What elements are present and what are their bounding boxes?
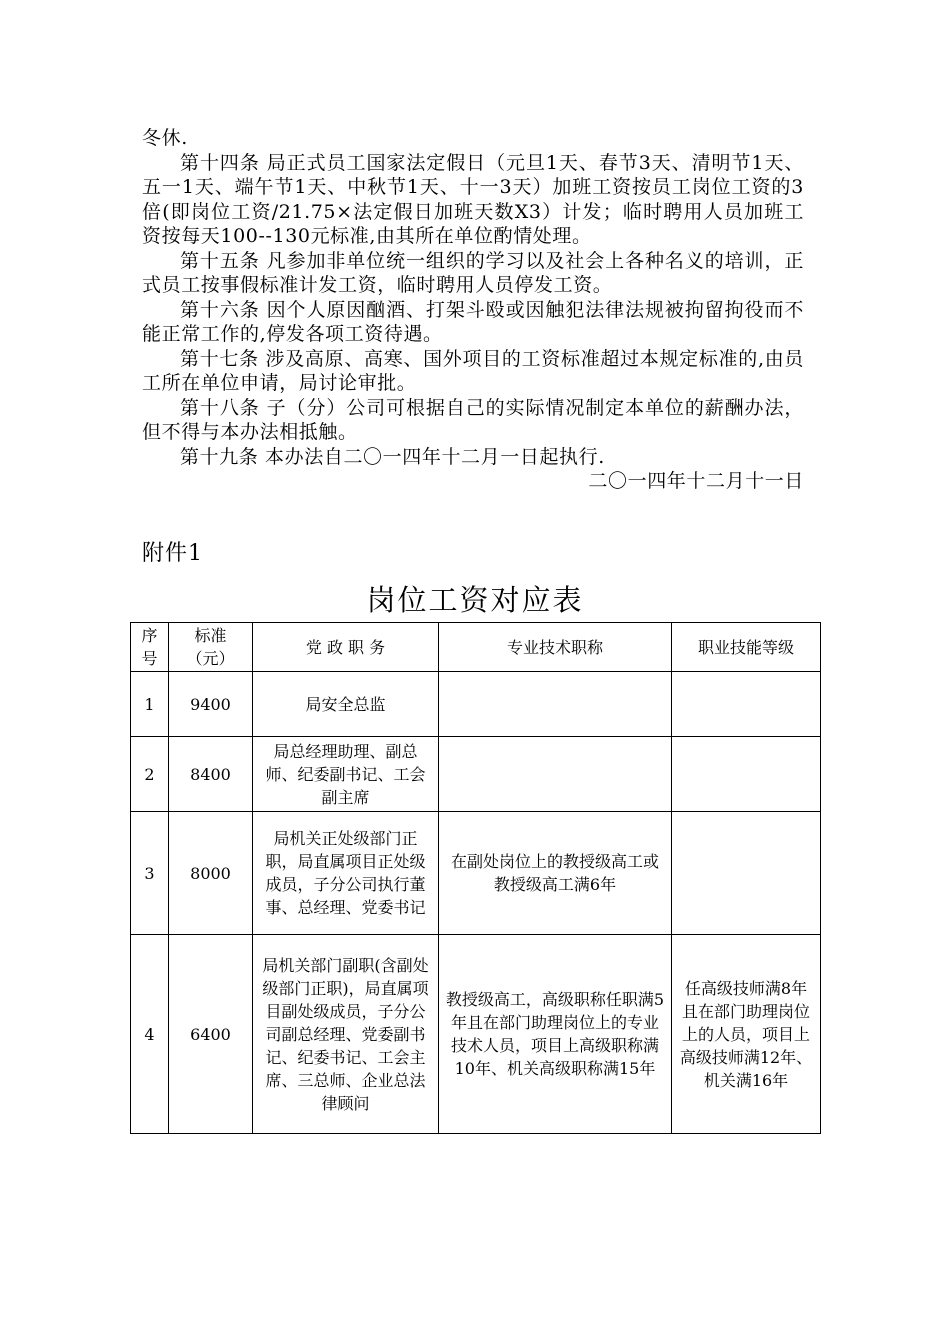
table-header-row bbox=[131, 623, 821, 672]
header-technical-title: 专业技术职称 bbox=[439, 623, 672, 672]
cell-skill-level bbox=[672, 812, 821, 935]
paragraph: 冬休. bbox=[142, 127, 188, 149]
article-16: 第十六条 因个人原因酗酒、打架斗殴或因触犯法律法规被拘留拘役而不能正常工作的,停发各项工资待遇。 bbox=[142, 298, 804, 345]
cell-standard: 6400 bbox=[169, 935, 253, 1134]
cell-seq: 2 bbox=[131, 737, 169, 812]
article-15: 第十五条 凡参加非单位统一组织的学习以及社会上各种名义的培训，正式员工按事假标准计发工资，临时聘用人员停发工资。 bbox=[142, 249, 804, 296]
cell-technical-title: 在副处岗位上的教授级高工或教授级高工满6年 bbox=[439, 812, 672, 935]
cell-party-position: 局安全总监 bbox=[253, 672, 439, 737]
table-row bbox=[131, 672, 821, 737]
cell-technical-title bbox=[439, 737, 672, 812]
cell-standard: 8400 bbox=[169, 737, 253, 812]
attachment-label: 附件1 bbox=[142, 541, 203, 566]
cell-skill-level: 任高级技师满8年且在部门助理岗位上的人员，项目上高级技师满12年、机关满16年 bbox=[672, 935, 821, 1134]
document-date: 二〇一四年十二月十一日 bbox=[588, 470, 804, 492]
table-row bbox=[131, 812, 821, 935]
cell-technical-title: 教授级高工，高级职称任职满5年且在部门助理岗位上的专业技术人员，项目上高级职称满10年、机关高级职称满15年 bbox=[439, 935, 672, 1134]
table-title: 岗位工资对应表 bbox=[366, 583, 584, 617]
cell-technical-title bbox=[439, 672, 672, 737]
table-row bbox=[131, 737, 821, 812]
regulation-text bbox=[142, 126, 804, 494]
cell-skill-level bbox=[672, 737, 821, 812]
cell-seq: 4 bbox=[131, 935, 169, 1134]
cell-party-position: 局机关部门副职(含副处级部门正职)，局直属项目副处级成员，子分公司副总经理、党委副书记、纪委书记、工会主席、三总师、企业总法律顾问 bbox=[253, 935, 439, 1134]
cell-standard: 9400 bbox=[169, 672, 253, 737]
header-standard: 标准（元） bbox=[169, 623, 253, 672]
cell-party-position: 局总经理助理、副总师、纪委副书记、工会副主席 bbox=[253, 737, 439, 812]
article-14: 第十四条 局正式员工国家法定假日（元旦1天、春节3天、清明节1天、五一1天、端午节1天、中秋节1天、十一3天）加班工资按员工岗位工资的3倍(即岗位工资/21.75×法定假日加班天数X3）计发；临时聘用人员加班工资按每天100--130元标准,由其所在单位酌情处理。 bbox=[142, 151, 804, 247]
salary-table bbox=[130, 622, 821, 1134]
cell-seq: 3 bbox=[131, 812, 169, 935]
header-party-position: 党 政 职 务 bbox=[253, 623, 439, 672]
cell-party-position: 局机关正处级部门正职，局直属项目正处级成员，子分公司执行董事、总经理、党委书记 bbox=[253, 812, 439, 935]
article-19: 第十九条 本办法自二〇一四年十二月一日起执行. bbox=[180, 445, 605, 468]
article-18: 第十八条 子（分）公司可根据自己的实际情况制定本单位的薪酬办法，但不得与本办法相抵触。 bbox=[142, 396, 804, 443]
cell-seq: 1 bbox=[131, 672, 169, 737]
header-skill-level: 职业技能等级 bbox=[672, 623, 821, 672]
cell-skill-level bbox=[672, 672, 821, 737]
table-row bbox=[131, 935, 821, 1134]
cell-standard: 8000 bbox=[169, 812, 253, 935]
article-17: 第十七条 涉及高原、高寒、国外项目的工资标准超过本规定标准的,由员工所在单位申请，局讨论审批。 bbox=[142, 347, 804, 394]
header-seq: 序号 bbox=[131, 623, 169, 672]
